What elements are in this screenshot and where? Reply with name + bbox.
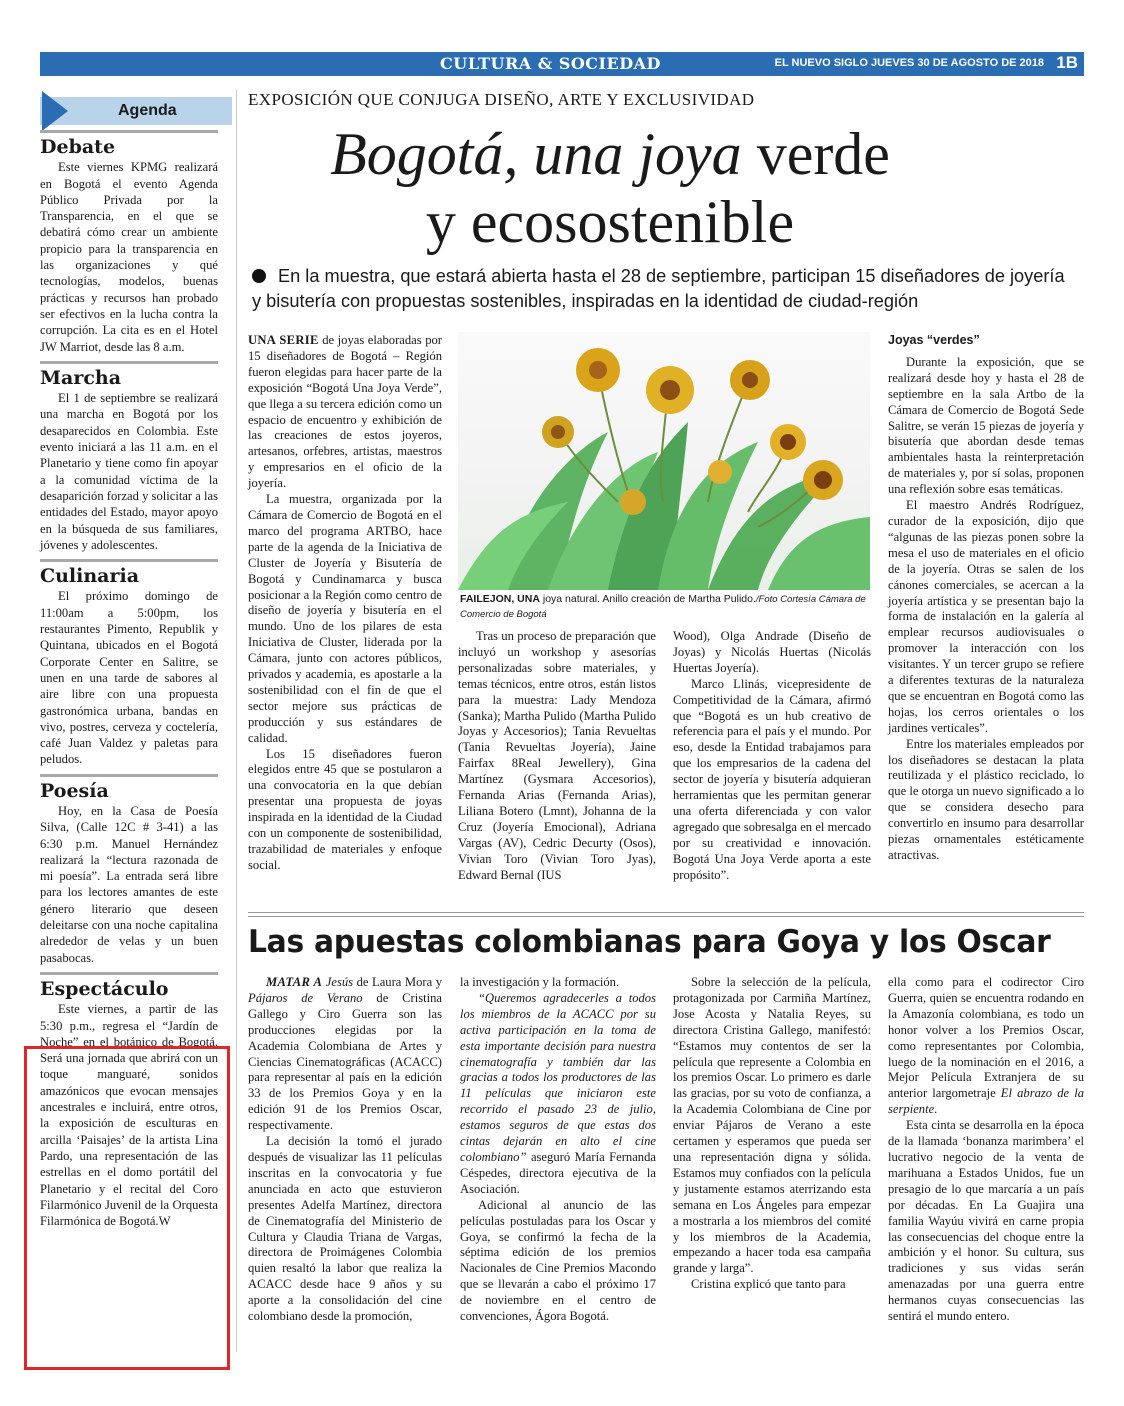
caption-text: joya natural. Anillo creación de Martha Pulido. bbox=[539, 593, 756, 605]
headline-line2: y ecosostenible bbox=[425, 189, 795, 255]
photo-caption bbox=[460, 592, 870, 622]
article-kicker: EXPOSICIÓN QUE CONJUGA DISEÑO, ARTE Y EXCLUSIVIDAD bbox=[248, 90, 755, 109]
agenda-item bbox=[40, 774, 218, 966]
text: aseguró María Fernanda Céspedes, directora ejecutiva de la Asociación. bbox=[460, 1149, 656, 1196]
paragraph-text: de joyas elaboradas por 15 diseñadores de Bogotá – Región fueron elegidas para hacer parte de la exposición “Bogotá Una Joya Verde”, que llega a su tercera edición como un espacio de encuentro y exhibición de las creaciones de estos joyeros, artesanos, orfebres, artistas, maestros y empresarios en el oficio de la joyería. bbox=[248, 333, 442, 491]
divider bbox=[40, 130, 218, 133]
divider bbox=[248, 916, 1084, 917]
paragraph: Los 15 diseñadores fueron elegidos entre 45 que se postularon a una convocatoria en la que debían presentar una propuesta de joyas inspirada en la identidad de la Ciudad con un componente de sostenibilidad, trazabilidad de materiales y enfoque social. bbox=[248, 746, 442, 872]
agenda-item-body: Este viernes, a partir de las 5:30 p.m., regresa el “Jardín de Noche” en el botánico de Bogotá. Será una jornada que abrirá con un toque manguaré, sonidos amazónicos que evocan mensajes ancestrales e incluirá, entre otros, la exposición de esculturas en arcilla ‘Paisajes’ de la artista Lina Pardo, una representación de las estrellas en el domo portátil del Planetario y el recital del Coro Filarmónico Juvenil de la Orquesta Filarmónica de Bogotá.W bbox=[40, 1002, 218, 1229]
flower-ring-illustration bbox=[458, 332, 870, 590]
article-deck bbox=[252, 264, 1072, 314]
divider bbox=[40, 361, 218, 364]
divider bbox=[40, 972, 218, 975]
agenda-item bbox=[40, 559, 218, 768]
article2-column-1 bbox=[248, 975, 442, 1325]
article1-column-3 bbox=[673, 629, 871, 884]
dateline: EL NUEVO SIGLO JUEVES 30 DE AGOSTO DE 2018 bbox=[774, 57, 1044, 69]
arrow-icon bbox=[42, 91, 68, 131]
column-rule bbox=[236, 90, 237, 1352]
paragraph: Entre los materiales empleados por los diseñadores se destacan la plata reutilizada y el plástico reciclado, lo que le otorga un nuevo significado a lo que se considera desecho para convertirlo en insumo para desarrollar piezas ornamentales estéticamente atractivas. bbox=[888, 736, 1084, 862]
subhead: Joyas “verdes” bbox=[888, 333, 980, 347]
paragraph: Durante la exposición, que se realizará desde hoy y hasta el 28 de septiembre en la sala Artbo de la Cámara de Comercio de Bogotá Sede Salitre, se verán 15 piezas de joyería y bisutería que abordan desde temas ambientales hasta la reinterpretación de materiales y, por sí solas, proponen una reflexión sobre esas temáticas. bbox=[888, 354, 1084, 497]
text: de Laura Mora y bbox=[353, 975, 442, 989]
deck-text: En la muestra, que estará abierta hasta el 28 de septiembre, participan 15 diseñadores de joyería y bisutería con propuestas sostenibles, inspiradas en la identidad de ciudad-región bbox=[252, 266, 1065, 311]
divider bbox=[40, 559, 218, 562]
article1-column-2 bbox=[458, 629, 656, 884]
agenda-item-title: Marcha bbox=[40, 366, 122, 389]
text: Jesús bbox=[322, 975, 354, 989]
agenda-item bbox=[40, 361, 218, 553]
page-number: 1B bbox=[1056, 53, 1078, 72]
agenda-item-body: Hoy, en la Casa de Poesía Silva, (Calle 12C # 3-41) a las 6:30 p.m. Manuel Hernández realizará la “lectura razonada de mi poesía”. La entrada será libre para los lectores amantes de este género literario que deseen deleitarse con una noche capitalina alrededor de velas y un buen pasabocas. bbox=[40, 803, 218, 965]
headline-rest: verde bbox=[741, 121, 890, 187]
highlight-box bbox=[24, 1046, 230, 1370]
article2-column-4 bbox=[888, 975, 1084, 1325]
agenda-item-title: Poesía bbox=[40, 779, 109, 802]
paragraph bbox=[248, 975, 442, 1134]
agenda-item-title: Espectáculo bbox=[40, 977, 169, 1000]
jewelry-photo bbox=[458, 332, 870, 590]
lead-in: MATAR A bbox=[266, 975, 323, 989]
article2-column-3 bbox=[673, 975, 871, 1293]
paragraph bbox=[248, 333, 442, 492]
paragraph: Wood), Olga Andrade (Diseño de Joyas) y Nicolás Huertas (Nicolás Huertas Joyería). bbox=[673, 629, 871, 675]
paragraph: Marco Llinás, vicepresidente de Competitividad de la Cámara, afirmó que “Bogotá es un hub creativo de referencia para el país y el mundo. Por eso, desde la Entidad trabajamos para que los empresarios de la cadena del sector de joyería y bisutería adquieran herramientas que les permitan generar una oferta diferenciada y con valor agregado que sobresalga en el mercado por su creatividad e innovación. Bogotá Una Joya Verde aporta a este propósito”. bbox=[673, 676, 871, 882]
paragraph: Esta cinta se desarrolla en la época de la llamada ‘bonanza marimbera’ el lucrativo negocio de la venta de marihuana a Estados Unidos, fue un presagio de lo que marcaría a un país por décadas. En La Guajira una familia Wayúu vivirá en carne propia las consecuencias del choque entre la ambición y el honor. Su cultura, sus tradiciones y sus vidas serán amenazadas por una guerra entre hermanos cuyas consecuencias las sentirá el mundo entero. bbox=[888, 1118, 1084, 1324]
paragraph: Cristina explicó que tanto para bbox=[691, 1277, 846, 1292]
paragraph: El maestro Andrés Rodríguez, curador de la exposición, dijo que “algunas de las piezas ponen sobre la mesa el uso de materiales en el oficio de la joyería. Otras se salen de los cánones comerciales, se acercan a la joyería artística y se presentan bajo la forma de instalación en la galería al emplear recursos audiovisuales o promover la interacción con los visitantes. Y un tercer grupo se refiere a diferentes texturas de la naturaleza que se encuentran en Bogotá como las hojas, los cerros orientales o los jardines verticales”. bbox=[888, 498, 1084, 735]
article1-column-4 bbox=[888, 333, 1084, 864]
text: ella como para el codirector Ciro Guerra, quien se encuentra rodando en la Amazonía colombiana, es todo un honor volver a los Premios Oscar, como representantes por Colombia, luego de la nominación en el 2016, a Mejor Película Extranjera de su anterior largometraje bbox=[888, 975, 1084, 1101]
headline-italic: Bogotá, una joya bbox=[330, 121, 742, 187]
agenda-item-body: El 1 de septiembre se realizará una marcha en Bogotá por los desaparecidos en Colombia. Este evento iniciará a las 11 a.m. en el Planetario y tiene como fin apoyar a la comunidad víctima de la desaparición forzad y solicitar a las entidades del Estado, mayor apoyo en la búsqueda de sus familiares, jóvenes y adolescentes. bbox=[40, 391, 218, 552]
caption-lead: FAILEJON, UNA bbox=[460, 593, 540, 605]
paragraph bbox=[888, 975, 1084, 1118]
bullet-icon bbox=[252, 269, 266, 283]
quote-text: “Queremos agradecerles a todos los miembros de la ACACC por su activa participación en la toma de esta importante decisión para nuestra cinematografía y también dar las gracias a todos los productores de las 11 películas que iniciaron este recorrido el pasado 23 de julio, estamos seguros de que estas dos cintas dejarán en alto el cine colombiano” bbox=[460, 990, 656, 1164]
divider bbox=[248, 912, 1084, 913]
article1-column-1 bbox=[248, 333, 442, 874]
agenda-tab bbox=[40, 97, 232, 125]
agenda-label: Agenda bbox=[118, 102, 177, 119]
lead-in: UNA SERIE bbox=[248, 333, 319, 347]
text: de Cristina Gallego y Ciro Guerra son las producciones elegidas por la Academia Colombiana de Artes y Ciencias Cinematográficas (ACACC) para representar al país en la edición 33 de los Premios Goya y en la edición 91 de los Premios Oscar, respectivamente. bbox=[248, 990, 442, 1133]
section-title: CULTURA & SOCIEDAD bbox=[440, 54, 661, 73]
agenda-item-body: El próximo domingo de 11:00am a 5:00pm, los restaurantes Pimento, Republik y Quintana, ubicados en el Bogotá Corporate Center en Salitre, se unen en una tarde de sabores al aire libre con una propuesta gastronómica urbana, bandas en vivo, postres, cerveza y coctelería, café Juan Valdez y paletas para peludos. bbox=[40, 589, 218, 767]
section-header-bar bbox=[40, 52, 1084, 76]
paragraph bbox=[460, 991, 656, 1198]
text: Pájaros de Verano bbox=[248, 990, 363, 1005]
divider bbox=[40, 774, 218, 777]
text: . bbox=[934, 1102, 938, 1117]
paragraph: Adicional al anuncio de las películas postuladas para los Oscar y Goya, se confirmó la fecha de la séptima edición de los premios Nacionales de Cine Premios Macondo que se llevarán a cabo el próximo 17 de noviembre en el centro de convenciones, Ágora Bogotá. bbox=[460, 1197, 656, 1324]
agenda-item-title: Debate bbox=[40, 136, 116, 158]
article-headline bbox=[250, 120, 970, 256]
paragraph: La muestra, organizada por la Cámara de Comercio de Bogotá en el marco del programa ARTBO, hace parte de la agenda de la Iniciativa de Cluster de Joyería y Bisutería de Bogotá y Cundinamarca y busca posicionar a la Región como centro de diseño de joyería y bisutería en el mundo. Uno de los pilares de esta Iniciativa de Cluster, liderada por la Cámara, junto con actores públicos, privados y academia, es apostarle a la sostenibilidad con el fin de que el sector mejore sus prácticas de producción y sus estándares de calidad. bbox=[248, 492, 442, 745]
paragraph: La decisión la tomó el jurado después de visualizar las 11 películas inscritas en la convocatoria y fue anunciada en acto que estuvieron presentes Adelfa Martínez, directora de Cinematografía del Ministerio de Cultura y Claudia Triana de Vargas, directora de Proimágenes Colombia quien resaltó la labor que realiza la ACACC desde hace 9 años y su aporte a la consolidación del cine colombiano desde la promoción, bbox=[248, 1134, 442, 1324]
paragraph: la investigación y la formación. bbox=[460, 975, 620, 989]
paragraph: Sobre la selección de la película, protagonizada por Carmiña Martínez, Jose Acosta y Natalia Reyes, su directora Cristina Gallego, manifestó: “Estamos muy contentos de ser la película que represente a Colombia en los premios Oscar. Lo primero es darle las gracias, por su voto de confianza, a la Academia Colombiana de Cine por enviar Pájaros de Verano a este certamen y esperamos que pueda ser una representación digna y sólida. Estamos muy confiados con la película y justamente estamos aterrizando esta semana en Los Ángeles para empezar a mostrarla a los miembros del comité y los miembros de la Academia, empezando a hacer toda esa campaña grande y larga”. bbox=[673, 975, 871, 1276]
article2-headline: Las apuestas colombianas para Goya y los Oscar bbox=[248, 924, 1051, 960]
paragraph: Tras un proceso de preparación que incluyó un workshop y asesorías personalizadas sobre materiales, y temas técnicos, entre otros, están listos para la muestra: Lady Mendoza (Sanka); Martha Pulido (Martha Pulido Joyas y Accesorios); Tania Revueltas (Tania Revueltas Joyería), Jaine Fairfax 8Real Jewellery), Gina Martínez (Gysmara Accesorios), Fernanda Arias (Fernanda Arias), Liliana Botero (Lmnt), Johanna de la Cruz (Joyería Emocional), Adriana Vargas (AV), Cedric Decurty (Osos), Vivian Toro (Vivian Toro Jyas), Edward Bernal (IUS bbox=[458, 629, 656, 882]
article2-column-2 bbox=[460, 975, 656, 1325]
agenda-item bbox=[40, 130, 218, 355]
photo-credit: /Foto Cortesía Cámara de Comercio de Bogotá bbox=[460, 594, 866, 620]
agenda-item-title: Culinaria bbox=[40, 565, 140, 588]
film-title: El abrazo de la serpiente bbox=[888, 1086, 1084, 1117]
agenda-item-body: Este viernes KPMG realizará en Bogotá el evento Agenda Público Privada por la Transparencia, en el que se debatirá cómo crear un ambiente propicio para la transparencia en las organizaciones y qué tecnologías, modelos, buenas prácticas y recursos han probado ser efectivos en la lucha contra la corrupción. La cita es en el Hotel JW Marriot, desde las 8 a.m. bbox=[40, 160, 218, 354]
